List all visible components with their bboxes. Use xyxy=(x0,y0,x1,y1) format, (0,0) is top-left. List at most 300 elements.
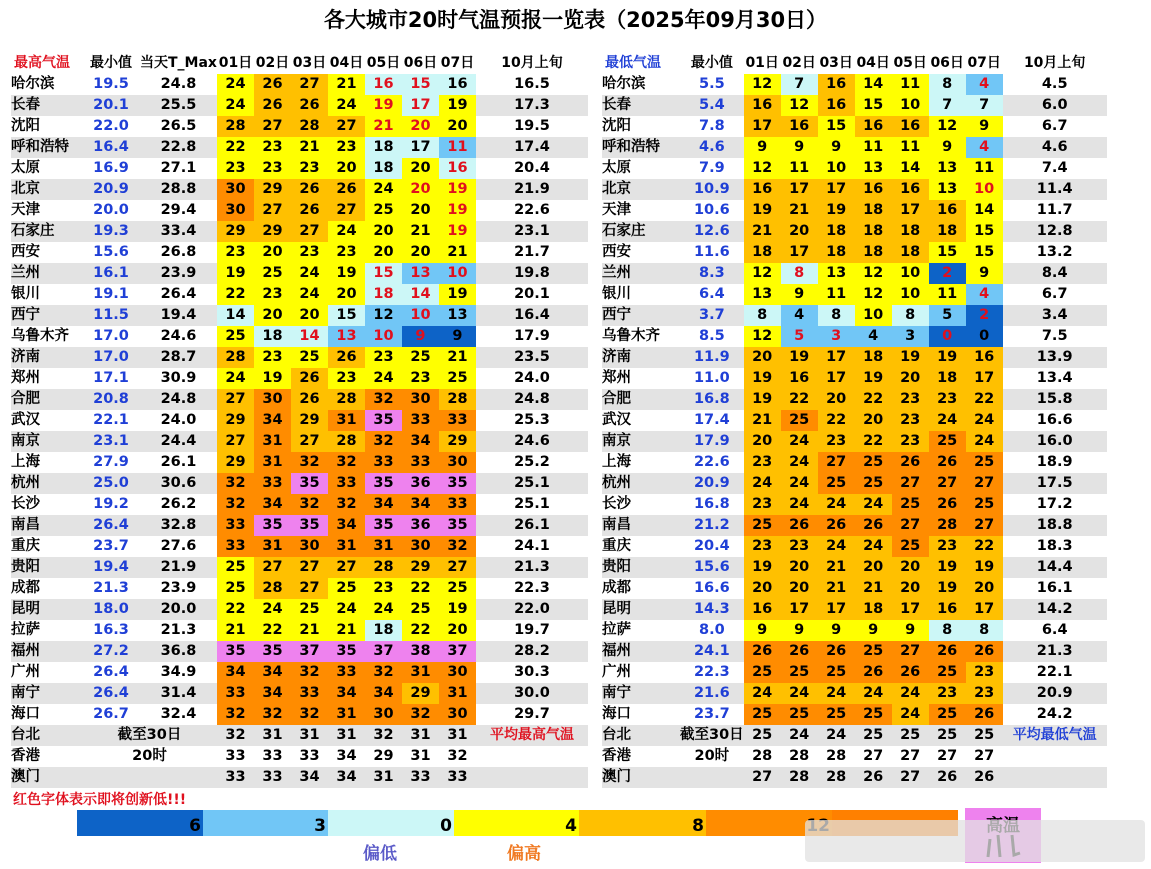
temp-cell: 19 xyxy=(328,263,365,284)
temp-cell: 29 xyxy=(254,179,291,200)
min-value: 22.0 xyxy=(93,118,129,134)
legend-slight-low xyxy=(328,810,454,836)
dekad-average: 22.0 xyxy=(476,599,588,620)
dekad-average: 16.1 xyxy=(1036,580,1073,596)
temp-cell: 3 xyxy=(892,326,929,347)
temp-cell: 21 xyxy=(365,116,402,137)
temp-cell: 22 xyxy=(966,389,1003,410)
temp-cell: 30 xyxy=(439,452,476,473)
temp-cell: 19 xyxy=(439,179,476,200)
temp-cell: 20 xyxy=(781,221,818,242)
temp-cell: 14 xyxy=(402,284,439,305)
temp-cell: 36 xyxy=(402,473,439,494)
temp-cell: 27 xyxy=(254,116,291,137)
legend-tick-label: 3 xyxy=(314,816,326,836)
city-row xyxy=(11,683,588,704)
min-value: 20.1 xyxy=(82,95,140,116)
temp-cell: 2 xyxy=(966,305,1003,326)
dekad-average: 11.7 xyxy=(1036,202,1073,218)
temp-cell: 33 xyxy=(365,452,402,473)
temp-cell: 25 xyxy=(744,515,781,536)
temp-cell: 26 xyxy=(855,515,892,536)
dekad-average: 18.9 xyxy=(1036,454,1073,470)
city-row xyxy=(11,95,588,116)
city-name: 济南 xyxy=(11,347,82,368)
legend-higher xyxy=(579,810,706,836)
today-tmax: 23.9 xyxy=(140,263,217,284)
temp-cell: 27 xyxy=(439,557,476,578)
city-name: 上海 xyxy=(602,454,631,470)
city-name: 武汉 xyxy=(602,412,631,428)
dekad-average: 4.5 xyxy=(1041,76,1068,92)
temp-cell: 4 xyxy=(966,284,1003,305)
temp-cell: 24 xyxy=(217,368,254,389)
temp-cell: 17 xyxy=(966,368,1003,389)
dekad-average: 21.3 xyxy=(1003,641,1107,662)
temp-cell: 31 xyxy=(254,536,291,557)
temp-cell: 31 xyxy=(439,683,476,704)
city-name: 贵阳 xyxy=(11,557,82,578)
min-value: 21.6 xyxy=(680,683,744,704)
city-row xyxy=(11,158,588,179)
temp-cell: 32 xyxy=(365,725,402,746)
min-value: 21.2 xyxy=(680,515,744,536)
city-row xyxy=(11,410,588,431)
min-value: 10.6 xyxy=(693,202,730,218)
temp-cell: 16 xyxy=(892,116,929,137)
temp-cell: 5 xyxy=(781,326,818,347)
temp-cell: 11 xyxy=(966,158,1003,179)
city-name: 重庆 xyxy=(11,538,40,554)
column-header: 06日 xyxy=(403,55,438,71)
row-label xyxy=(82,767,217,788)
legend-high-label: 偏高 xyxy=(507,844,541,864)
temp-cell: 9 xyxy=(818,137,855,158)
temp-cell: 27 xyxy=(966,473,1003,494)
city-row xyxy=(11,305,588,326)
city-name: 太原 xyxy=(602,160,631,176)
temp-cell: 7 xyxy=(929,95,966,116)
temp-cell: 8 xyxy=(781,263,818,284)
city-row xyxy=(602,200,1107,221)
temp-cell: 23 xyxy=(781,536,818,557)
temp-cell: 23 xyxy=(328,137,365,158)
row-label: 20时 xyxy=(694,748,730,764)
temp-cell: 16 xyxy=(781,116,818,137)
today-tmax: 36.8 xyxy=(140,641,217,662)
temp-cell: 13 xyxy=(929,158,966,179)
temp-cell: 11 xyxy=(439,137,476,158)
city-name: 济南 xyxy=(602,347,680,368)
temp-cell: 25 xyxy=(929,704,966,725)
temp-cell: 23 xyxy=(291,242,328,263)
city-row xyxy=(11,641,588,662)
temp-cell: 17 xyxy=(892,200,929,221)
temp-cell: 20 xyxy=(402,242,439,263)
temp-cell: 16 xyxy=(855,116,892,137)
temp-cell: 23 xyxy=(929,389,966,410)
temp-cell: 26 xyxy=(818,641,855,662)
temp-cell: 28 xyxy=(254,578,291,599)
dekad-average: 8.4 xyxy=(1003,263,1107,284)
temp-cell: 25 xyxy=(818,704,855,725)
temp-cell: 19 xyxy=(254,368,291,389)
temp-cell: 28 xyxy=(217,116,254,137)
min-value: 20.9 xyxy=(82,179,140,200)
temp-cell: 34 xyxy=(402,494,439,515)
min-value: 25.0 xyxy=(82,473,140,494)
temp-cell: 30 xyxy=(217,200,254,221)
city-row xyxy=(602,158,1107,179)
temp-cell: 32 xyxy=(217,704,254,725)
city-name: 昆明 xyxy=(11,599,82,620)
temp-cell: 19 xyxy=(966,557,1003,578)
temp-cell: 29 xyxy=(217,452,254,473)
temp-cell: 31 xyxy=(439,725,476,746)
temp-cell: 21 xyxy=(402,221,439,242)
temp-cell: 13 xyxy=(855,158,892,179)
temp-cell: 20 xyxy=(328,158,365,179)
temp-cell: 23 xyxy=(892,431,929,452)
temp-cell: 7 xyxy=(781,74,818,95)
temp-cell: 26 xyxy=(254,74,291,95)
temp-cell: 8 xyxy=(929,620,966,641)
temp-cell: 28 xyxy=(826,748,847,764)
min-value: 11.0 xyxy=(693,370,730,386)
temp-cell: 25 xyxy=(966,494,1003,515)
temp-cell: 16 xyxy=(929,200,966,221)
temp-cell: 18 xyxy=(744,242,781,263)
temp-cell: 10 xyxy=(892,95,929,116)
temp-cell: 25 xyxy=(966,452,1003,473)
temp-cell: 17 xyxy=(781,599,818,620)
temp-cell: 11 xyxy=(929,284,966,305)
temp-cell: 27 xyxy=(892,473,929,494)
temp-cell: 0 xyxy=(929,326,966,347)
temp-cell: 19 xyxy=(365,95,402,116)
city-name: 乌鲁木齐 xyxy=(11,328,69,344)
legend-high xyxy=(454,810,579,836)
city-name: 广州 xyxy=(602,664,631,680)
temp-cell: 16 xyxy=(781,368,818,389)
temp-cell: 24 xyxy=(818,725,855,746)
temp-cell: 8 xyxy=(966,620,1003,641)
city-name: 长沙 xyxy=(11,496,40,512)
temp-cell: 33 xyxy=(328,473,365,494)
temp-cell: 28 xyxy=(752,748,773,764)
temp-cell: 30 xyxy=(217,179,254,200)
city-row xyxy=(602,536,1107,557)
temp-cell: 25 xyxy=(855,452,892,473)
today-tmax: 34.9 xyxy=(160,664,197,680)
city-row xyxy=(602,263,1107,284)
temp-cell: 32 xyxy=(291,704,328,725)
red-text-note: 红色字体表示即将创新低!!! xyxy=(13,792,187,808)
dekad-average: 6.7 xyxy=(1041,286,1068,302)
min-value: 19.1 xyxy=(93,286,129,302)
city-name: 西宁 xyxy=(602,305,680,326)
temp-cell: 27 xyxy=(744,767,781,788)
temp-cell: 14 xyxy=(966,200,1003,221)
city-row xyxy=(11,494,588,515)
temp-cell: 16 xyxy=(744,599,781,620)
min-value: 16.4 xyxy=(82,137,140,158)
city-row xyxy=(602,95,1107,116)
today-tmax: 20.0 xyxy=(140,599,217,620)
temp-cell: 31 xyxy=(402,725,439,746)
temp-cell: 19 xyxy=(439,284,476,305)
city-row xyxy=(11,200,588,221)
min-value: 7.9 xyxy=(699,160,725,176)
today-tmax: 26.2 xyxy=(160,496,197,512)
city-name: 杭州 xyxy=(602,473,680,494)
temp-cell: 19 xyxy=(439,221,476,242)
temp-cell: 29 xyxy=(373,748,394,764)
temp-cell: 20 xyxy=(781,557,818,578)
temp-cell: 26 xyxy=(929,452,966,473)
temp-cell: 21 xyxy=(744,221,781,242)
row-label: 截至30日 xyxy=(82,725,217,746)
temp-cell: 29 xyxy=(402,557,439,578)
temp-cell: 21 xyxy=(818,578,855,599)
temp-cell: 12 xyxy=(744,158,781,179)
temp-cell: 30 xyxy=(439,704,476,725)
city-row xyxy=(602,494,1107,515)
temp-cell: 18 xyxy=(365,284,402,305)
min-value: 19.5 xyxy=(93,76,129,92)
city-name: 天津 xyxy=(11,202,40,218)
temp-cell: 18 xyxy=(929,221,966,242)
min-value: 8.0 xyxy=(699,622,725,638)
legend-tick-label: 8 xyxy=(692,816,704,836)
temp-cell: 28 xyxy=(818,767,855,788)
min-value: 16.8 xyxy=(693,496,730,512)
dekad-average: 29.7 xyxy=(514,706,550,722)
today-tmax: 24.0 xyxy=(160,412,197,428)
temp-cell: 24 xyxy=(365,599,402,620)
temp-cell: 20 xyxy=(966,578,1003,599)
min-value: 26.4 xyxy=(82,515,140,536)
today-tmax: 26.1 xyxy=(160,454,197,470)
temp-cell: 22 xyxy=(217,599,254,620)
temp-cell: 19 xyxy=(439,200,476,221)
temp-cell: 25 xyxy=(217,557,254,578)
column-header: 最低气温 xyxy=(605,55,661,71)
temp-cell: 27 xyxy=(974,748,995,764)
temp-cell: 18 xyxy=(855,200,892,221)
temp-cell: 24 xyxy=(781,473,818,494)
temp-cell: 21 xyxy=(328,620,365,641)
dekad-average: 16.6 xyxy=(1036,412,1073,428)
min-value: 16.8 xyxy=(680,389,744,410)
temp-cell: 19 xyxy=(439,599,476,620)
temp-cell: 22 xyxy=(254,620,291,641)
temp-cell: 27 xyxy=(328,200,365,221)
dekad-average: 17.3 xyxy=(476,95,588,116)
city-name: 南京 xyxy=(11,431,82,452)
temp-cell: 27 xyxy=(291,578,328,599)
temp-cell: 18 xyxy=(365,158,402,179)
city-name: 郑州 xyxy=(602,370,631,386)
temp-cell: 18 xyxy=(892,221,929,242)
city-row xyxy=(11,242,588,263)
today-tmax: 28.7 xyxy=(140,347,217,368)
min-value: 16.6 xyxy=(693,580,730,596)
temp-cell: 27 xyxy=(863,748,884,764)
city-name: 台北 xyxy=(11,725,82,746)
temp-cell: 17 xyxy=(744,116,781,137)
temp-cell: 28 xyxy=(365,557,402,578)
temp-cell: 24 xyxy=(781,431,818,452)
city-row xyxy=(602,410,1107,431)
temp-cell: 11 xyxy=(855,137,892,158)
min-value: 20.9 xyxy=(680,473,744,494)
dekad-average: 6.4 xyxy=(1041,622,1068,638)
min-value: 8.3 xyxy=(680,263,744,284)
temp-cell: 30 xyxy=(291,536,328,557)
temp-cell: 20 xyxy=(254,305,291,326)
temp-cell: 23 xyxy=(402,368,439,389)
dekad-average: 7.5 xyxy=(1041,328,1068,344)
average-label: 平均最低气温 xyxy=(1003,725,1107,746)
temp-cell: 30 xyxy=(402,389,439,410)
legend-very-low xyxy=(77,810,203,836)
temp-cell: 22 xyxy=(781,389,818,410)
temp-cell: 27 xyxy=(291,431,328,452)
dekad-average: 13.4 xyxy=(1036,370,1073,386)
city-name: 贵阳 xyxy=(602,557,680,578)
temp-cell: 20 xyxy=(892,368,929,389)
temp-cell: 9 xyxy=(402,326,439,347)
city-name: 天津 xyxy=(602,202,631,218)
column-header: 05日 xyxy=(893,55,927,71)
temp-cell: 9 xyxy=(744,620,781,641)
temp-cell: 26 xyxy=(929,767,966,788)
dekad-average: 17.5 xyxy=(1003,473,1107,494)
temp-cell: 34 xyxy=(328,515,365,536)
temp-cell: 34 xyxy=(217,662,254,683)
min-value: 11.6 xyxy=(693,244,730,260)
min-value: 17.1 xyxy=(93,370,129,386)
temp-cell: 25 xyxy=(439,368,476,389)
city-name: 南昌 xyxy=(11,515,82,536)
page-title: 各大城市20时气温预报一览表（2025年09月30日） xyxy=(323,8,828,32)
temp-cell: 25 xyxy=(818,473,855,494)
column-header: 07日 xyxy=(440,55,475,71)
city-row xyxy=(602,599,1107,620)
temp-cell: 9 xyxy=(781,620,818,641)
temp-cell: 24 xyxy=(966,410,1003,431)
temp-cell: 24 xyxy=(254,599,291,620)
city-name: 重庆 xyxy=(602,538,631,554)
city-row xyxy=(11,221,588,242)
temp-cell: 24 xyxy=(365,179,402,200)
min-value: 11.5 xyxy=(82,305,140,326)
temp-cell: 34 xyxy=(328,683,365,704)
city-name: 福州 xyxy=(11,641,82,662)
temp-cell: 26 xyxy=(855,662,892,683)
city-name: 成都 xyxy=(11,580,40,596)
temp-cell: 30 xyxy=(439,662,476,683)
dekad-average: 25.1 xyxy=(476,473,588,494)
temp-cell: 34 xyxy=(254,683,291,704)
temp-cell: 15 xyxy=(328,305,365,326)
temp-cell: 25 xyxy=(744,725,781,746)
temp-cell: 35 xyxy=(439,515,476,536)
min-value: 20.8 xyxy=(82,389,140,410)
city-row xyxy=(602,662,1107,683)
temp-cell: 31 xyxy=(254,431,291,452)
temp-cell: 19 xyxy=(929,578,966,599)
dekad-average: 16.0 xyxy=(1003,431,1107,452)
temp-cell: 21 xyxy=(855,578,892,599)
temp-cell: 23 xyxy=(892,410,929,431)
temp-cell: 28 xyxy=(328,431,365,452)
temp-cell: 32 xyxy=(365,431,402,452)
city-row xyxy=(11,368,588,389)
temp-cell: 20 xyxy=(439,116,476,137)
temp-cell: 4 xyxy=(855,326,892,347)
temp-cell: 26 xyxy=(328,347,365,368)
temp-cell: 16 xyxy=(744,95,781,116)
temp-cell: 35 xyxy=(217,641,254,662)
temp-cell: 26 xyxy=(966,641,1003,662)
city-row xyxy=(602,368,1107,389)
temp-cell: 32 xyxy=(365,389,402,410)
temp-cell: 32 xyxy=(254,704,291,725)
column-header: 当天T_Max xyxy=(140,55,217,71)
temp-cell: 17 xyxy=(818,347,855,368)
temp-cell: 18 xyxy=(365,137,402,158)
temp-cell: 33 xyxy=(217,683,254,704)
temp-cell: 23 xyxy=(328,242,365,263)
dekad-average: 3.4 xyxy=(1003,305,1107,326)
temp-cell: 9 xyxy=(781,284,818,305)
dekad-average: 19.7 xyxy=(514,622,550,638)
temp-cell: 20 xyxy=(439,620,476,641)
today-tmax: 29.4 xyxy=(160,202,197,218)
temp-cell: 27 xyxy=(892,641,929,662)
today-tmax: 21.9 xyxy=(140,557,217,578)
temp-cell: 15 xyxy=(818,116,855,137)
min-value: 22.3 xyxy=(693,664,730,680)
city-row xyxy=(602,704,1107,725)
temp-cell: 15 xyxy=(855,95,892,116)
temp-cell: 25 xyxy=(966,725,1003,746)
city-row xyxy=(11,452,588,473)
min-value: 14.3 xyxy=(680,599,744,620)
temp-cell: 26 xyxy=(929,494,966,515)
temp-cell: 32 xyxy=(447,748,468,764)
temp-cell: 23 xyxy=(744,452,781,473)
city-name: 沈阳 xyxy=(602,118,631,134)
temp-cell: 20 xyxy=(855,557,892,578)
min-value: 23.7 xyxy=(693,706,730,722)
temp-cell: 33 xyxy=(254,767,291,788)
city-row xyxy=(602,431,1107,452)
temp-cell: 19 xyxy=(744,368,781,389)
min-value: 16.1 xyxy=(82,263,140,284)
temp-cell: 4 xyxy=(966,74,1003,95)
city-row xyxy=(11,284,588,305)
temp-cell: 19 xyxy=(855,368,892,389)
city-name: 石家庄 xyxy=(11,221,82,242)
today-tmax: 26.4 xyxy=(160,286,197,302)
column-header: 04日 xyxy=(856,55,890,71)
temp-cell: 28 xyxy=(291,116,328,137)
city-name: 兰州 xyxy=(602,263,680,284)
temp-cell: 25 xyxy=(439,578,476,599)
